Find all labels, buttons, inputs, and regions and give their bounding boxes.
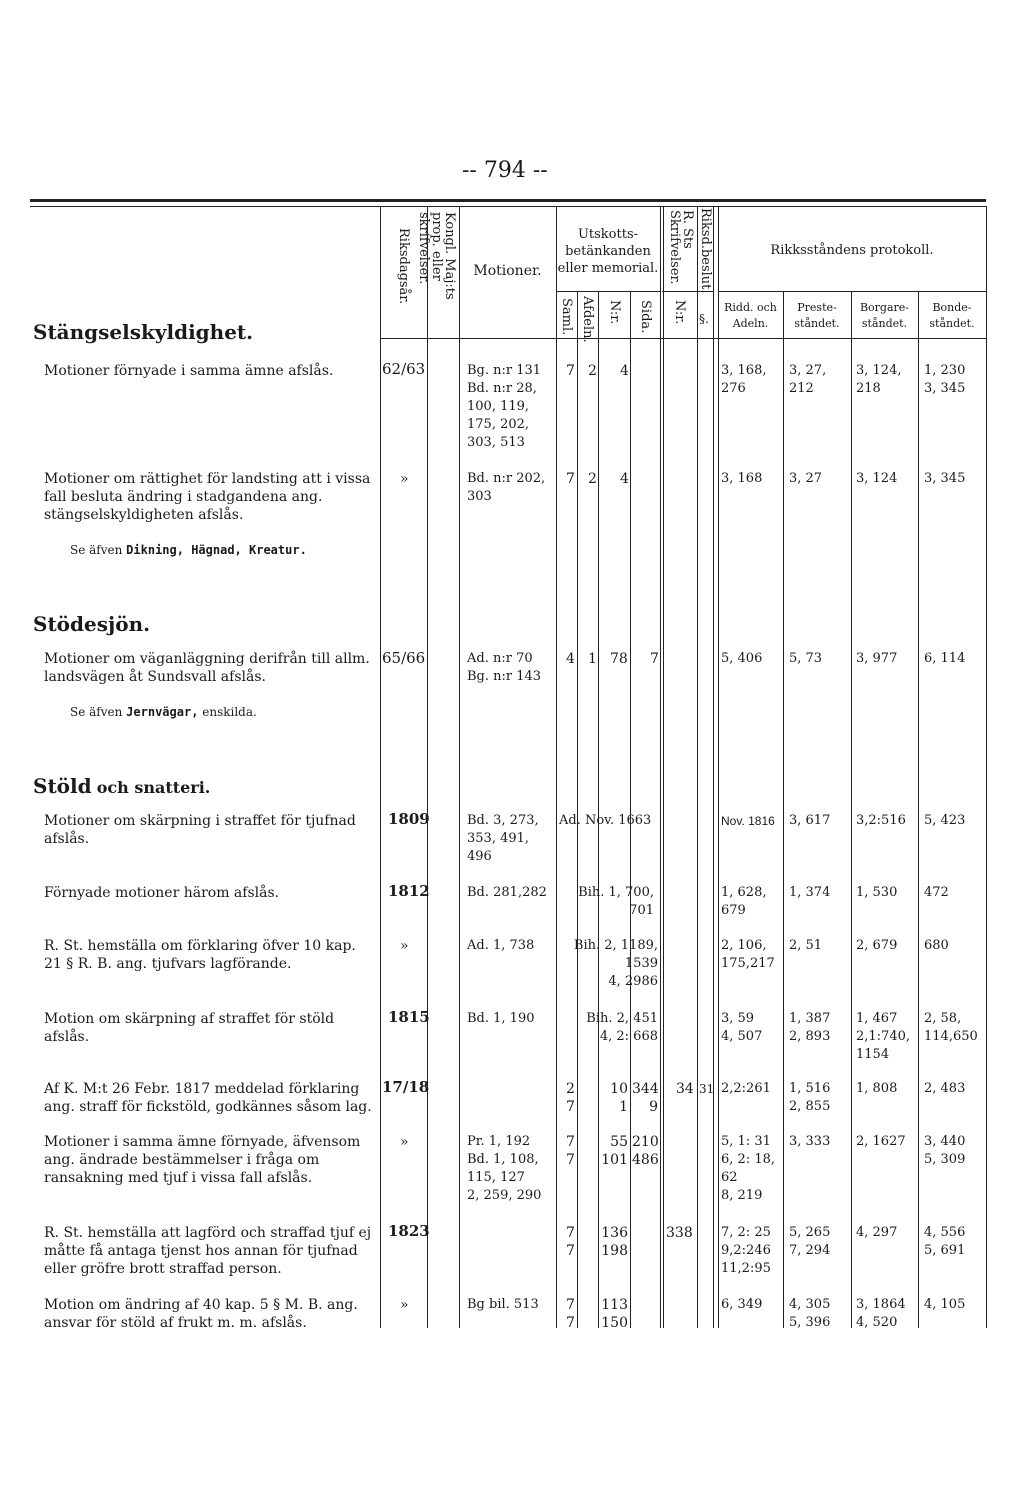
row-motioner: Bg. n:r 131 Bd. n:r 28, 100, 119, 175, 202, 303, 513 <box>467 363 542 450</box>
header-afdeln: Afdeln. <box>580 296 595 343</box>
row-borgare: 3, 124 <box>856 471 898 486</box>
col-line <box>630 291 631 1328</box>
row-motioner: Bd. n:r 202, 303 <box>467 471 546 504</box>
row-ridd: 6, 349 <box>721 1297 763 1312</box>
see-also-1: Se äfven Dikning, Hägnad, Kreatur. <box>70 543 307 557</box>
col-line <box>598 291 599 1328</box>
header-kongl: Kongl. Maj:ts prop. eller skrifvelser. <box>416 212 457 300</box>
row-ridd: 3, 168, 276 <box>721 363 767 396</box>
row-sida: 7 <box>650 651 659 667</box>
row-text: Motioner om rättighet för landsting att i vissa fall besluta ändring i stadgandena ang. stängselskyldigheten afslås. <box>44 471 371 523</box>
header-saml: Saml. <box>559 298 574 336</box>
row-borgare: 3, 1864 4, 520 <box>856 1297 906 1330</box>
header-preste: Preste- ståndet. <box>794 301 840 330</box>
row-nr: 55 101 <box>601 1134 628 1168</box>
row-bonde: 4, 556 5, 691 <box>924 1225 966 1258</box>
row-year: 1815 <box>388 1008 430 1026</box>
row-text: Motioner i samma ämne förnyade, äfvensom ang. ändrade bestämmelser i fråga om ransakning med tjuf i vissa fall afslås. <box>44 1134 361 1186</box>
row-motioner: Bd. 281,282 <box>467 885 547 900</box>
row-bonde: 5, 423 <box>924 813 966 828</box>
row-year: » <box>400 1134 409 1150</box>
row-preste: 3, 333 <box>789 1134 831 1149</box>
row-bonde: 3, 440 5, 309 <box>924 1134 966 1167</box>
row-preste: 5, 265 7, 294 <box>789 1225 831 1258</box>
header-riksdagsar: Riksdagsår. <box>396 228 411 305</box>
row-saml: 7 7 <box>566 1225 575 1259</box>
row-ridd: 3, 168 <box>721 471 763 486</box>
row-preste: 3, 27 <box>789 471 823 486</box>
top-rule-thin <box>30 206 986 207</box>
row-text: Motioner om väganläggning derifrån till allm. landsvägen åt Sundsvall afslås. <box>44 651 370 685</box>
row-saml: 4 <box>566 651 575 667</box>
row-saml: 7 7 <box>566 1297 575 1331</box>
row-utskotts: Bih. 2, 451 4, 2: 668 <box>586 1011 658 1044</box>
row-motioner: Ad. 1, 738 <box>467 938 535 953</box>
row-borgare: 3,2:516 <box>856 813 906 828</box>
col-line <box>556 206 557 1328</box>
row-bonde: 2, 58, 114,650 <box>924 1011 978 1044</box>
header-motioner: Motioner. <box>473 263 542 279</box>
row-preste: 4, 305 5, 396 <box>789 1297 831 1330</box>
col-line <box>713 206 714 1328</box>
section-title-stold: Stöld och snatteri. <box>33 774 211 798</box>
row-borgare: 1, 467 2,1:740, 1154 <box>856 1011 910 1062</box>
row-text: Motion om skärpning af straffet för stöld afslås. <box>44 1011 335 1045</box>
header-paragraph: §. <box>699 312 709 326</box>
header-rsts: R. Sts Skrifvelser. <box>667 210 695 285</box>
row-ridd: 3, 59 4, 507 <box>721 1011 763 1044</box>
header-utskotts: Utskotts- betänkanden eller memorial. <box>557 227 659 276</box>
section-title-stangselskyldighet: Stängselskyldighet. <box>33 320 254 344</box>
row-ridd: 5, 406 <box>721 651 763 666</box>
col-line <box>660 206 661 1328</box>
row-nr: 4 <box>620 363 629 379</box>
row-year: 62/63 <box>382 360 426 378</box>
row-motioner: Pr. 1, 192 Bd. 1, 108, 115, 127 2, 259, 290 <box>467 1134 542 1203</box>
row-ridd: 1, 628, 679 <box>721 885 767 918</box>
row-year: » <box>400 1297 409 1313</box>
col-line <box>718 206 719 1328</box>
row-text: Motion om ändring af 40 kap. 5 § M. B. ang. ansvar för stöld af frukt m. m. afslås. <box>44 1297 358 1331</box>
row-borgare: 3, 124, 218 <box>856 363 902 396</box>
row-preste: 3, 617 <box>789 813 831 828</box>
row-bonde: 1, 230 3, 345 <box>924 363 966 396</box>
row-text: Förnyade motioner härom afslås. <box>44 885 280 901</box>
section-title-stodesjon: Stödesjön. <box>33 612 151 636</box>
row-bonde: 3, 345 <box>924 471 966 486</box>
row-afdeln: 1 <box>588 651 597 667</box>
row-afdeln: 2 <box>588 471 597 487</box>
row-motioner: Bd. 1, 190 <box>467 1011 535 1026</box>
row-bonde: 2, 483 <box>924 1081 966 1096</box>
row-preste: 1, 516 2, 855 <box>789 1081 831 1114</box>
row-year: 1812 <box>388 882 430 900</box>
row-year: 1823 <box>388 1222 430 1240</box>
row-ridd: 5, 1: 31 6, 2: 18, 62 8, 219 <box>721 1134 775 1203</box>
header-rsts-nr: N:r. <box>672 300 687 325</box>
row-borgare: 2, 679 <box>856 938 898 953</box>
row-rsts: 34 <box>676 1081 694 1097</box>
top-rule-thick <box>30 199 986 202</box>
row-saml: 7 <box>566 471 575 487</box>
row-utskotts: Ad. Nov. 1663 <box>559 813 652 828</box>
row-saml: 7 7 <box>566 1134 575 1168</box>
row-motioner: Bg bil. 513 <box>467 1297 539 1312</box>
row-motioner: Bd. 3, 273, 353, 491, 496 <box>467 813 539 864</box>
row-preste: 3, 27, 212 <box>789 363 827 396</box>
row-bonde: 472 <box>924 885 949 900</box>
row-nr: 113 150 <box>601 1297 628 1331</box>
row-preste: 2, 51 <box>789 938 823 953</box>
row-sida: 344 9 <box>632 1081 659 1115</box>
row-borgare: 1, 808 <box>856 1081 898 1096</box>
row-year: » <box>400 938 409 954</box>
row-rsts: 338 <box>666 1225 693 1241</box>
row-text: Af K. M:t 26 Febr. 1817 meddelad förklaring ang. straff för fickstöld, godkännes såsom lag. <box>44 1081 372 1115</box>
col-line <box>663 206 664 1328</box>
col-line <box>577 291 578 1328</box>
row-ridd: 2,2:261 <box>721 1081 771 1096</box>
row-preste: 1, 374 <box>789 885 831 900</box>
col-line <box>459 206 460 1328</box>
row-text: R. St. hemställa om förklaring öfver 10 kap. 21 § R. B. ang. tjufvars lagförande. <box>44 938 356 972</box>
row-saml: 7 <box>566 363 575 379</box>
header-sida: Sida. <box>638 300 653 334</box>
row-sida: 210 486 <box>632 1134 659 1168</box>
row-par: 31 <box>699 1082 715 1096</box>
header-bonde: Bonde- ståndet. <box>929 301 975 330</box>
see-also-2: Se äfven Jernvägar, enskilda. <box>70 705 257 719</box>
header-riksd-beslut: Riksd.beslut. <box>698 208 713 294</box>
row-motioner: Ad. n:r 70 Bg. n:r 143 <box>467 651 542 684</box>
header-ridd: Ridd. och Adeln. <box>724 301 777 330</box>
row-text: Motioner förnyade i samma ämne afslås. <box>44 363 334 379</box>
col-line <box>851 291 852 1328</box>
row-borgare: 3, 977 <box>856 651 898 666</box>
row-year: 65/66 <box>382 649 426 667</box>
row-ridd: 7, 2: 25 9,2:246 11,2:95 <box>721 1225 771 1276</box>
row-borgare: 4, 297 <box>856 1225 898 1240</box>
row-borgare: 1, 530 <box>856 885 898 900</box>
page-number: -- 794 -- <box>462 158 548 183</box>
header-bottom-rule <box>380 338 986 339</box>
row-text: Motioner om skärpning i straffet för tjufnad afslås. <box>44 813 356 847</box>
row-bonde: 4, 105 <box>924 1297 966 1312</box>
row-year: 1809 <box>388 810 430 828</box>
col-line <box>783 291 784 1328</box>
col-line <box>697 206 698 1328</box>
protokoll-subrule <box>718 291 986 292</box>
row-nr: 136 198 <box>601 1225 628 1259</box>
header-nr: N:r. <box>607 300 622 325</box>
col-line <box>986 206 987 1328</box>
row-nr: 10 1 <box>610 1081 628 1115</box>
col-line <box>918 291 919 1328</box>
row-utskotts: Bih. 1, 700, 701 <box>578 885 654 918</box>
header-borgare: Borgare- ståndet. <box>859 301 910 330</box>
row-afdeln: 2 <box>588 363 597 379</box>
row-borgare: 2, 1627 <box>856 1134 906 1149</box>
row-text: R. St. hemställa att lagförd och straffad tjuf ej måtte få antaga tjenst hos annan för tjufnad eller gröfre brott straffad person. <box>44 1225 372 1277</box>
rsts-subrule <box>662 291 697 292</box>
row-nr: 4 <box>620 471 629 487</box>
row-preste: 5, 73 <box>789 651 823 666</box>
row-saml: 2 7 <box>566 1081 575 1115</box>
row-utskotts: Bih. 2, 1189, 1539 4, 2986 <box>573 938 658 989</box>
header-protokoll: Rikksståndens protokoll. <box>770 243 934 258</box>
row-ridd: 2, 106, 175,217 <box>721 938 775 971</box>
row-year: 17/18 <box>382 1078 430 1096</box>
row-preste: 1, 387 2, 893 <box>789 1011 831 1044</box>
row-nr: 78 <box>610 651 628 667</box>
utskotts-subrule <box>556 291 660 292</box>
row-bonde: 680 <box>924 938 949 953</box>
row-bonde: 6, 114 <box>924 651 966 666</box>
row-ridd: Nov. 1816 <box>721 814 775 828</box>
col-line <box>427 206 428 1328</box>
row-year: » <box>400 471 409 487</box>
col-line <box>380 206 381 1328</box>
